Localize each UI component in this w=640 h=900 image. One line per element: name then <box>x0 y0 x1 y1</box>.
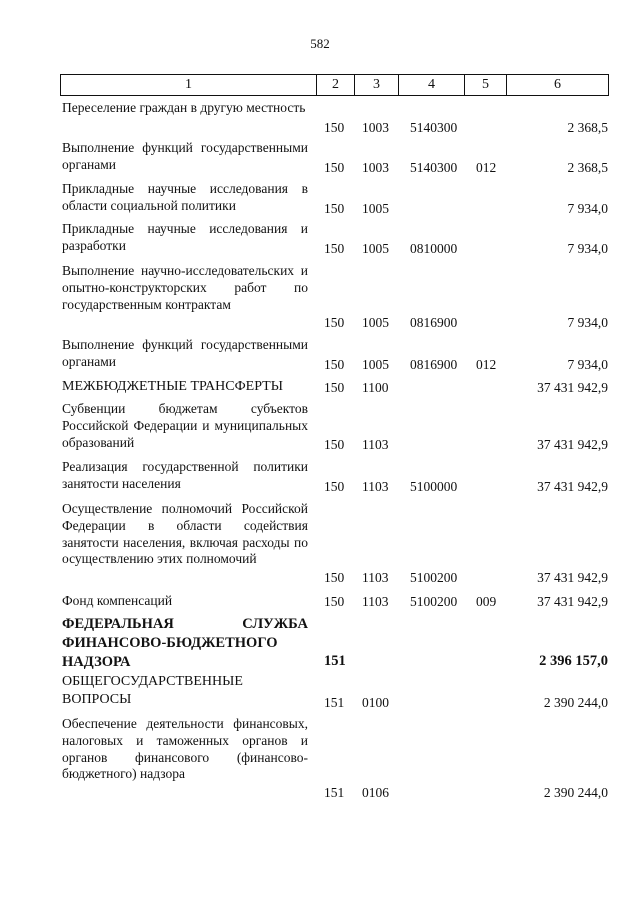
row-csr: 5100000 <box>410 479 458 494</box>
row-rzpr: 1100 <box>362 380 389 395</box>
table-row <box>0 459 640 495</box>
row-csr: 0816900 <box>410 357 458 372</box>
row-vr: 009 <box>476 594 497 609</box>
row-ved: 150 <box>324 380 345 395</box>
table-header <box>60 74 609 96</box>
row-amount: 2 368,5 <box>567 160 608 175</box>
table-row <box>0 615 640 669</box>
row-ved: 150 <box>324 120 345 135</box>
row-vr: 012 <box>476 357 497 372</box>
table-row <box>0 501 640 586</box>
row-ved: 151 <box>324 695 345 710</box>
table-row <box>0 716 640 801</box>
row-csr: 5100200 <box>410 570 458 585</box>
row-csr: 5140300 <box>410 120 458 135</box>
row-name: Осуществление полномочий Российской Федерации в области содействия занятости населения, включая расходы по осуществлению этих полномочий <box>62 501 308 567</box>
header-col-4: 4 <box>399 75 465 96</box>
table-row <box>0 401 640 453</box>
row-vr: 012 <box>476 160 497 175</box>
row-csr: 5100200 <box>410 594 458 609</box>
row-amount: 2 396 157,0 <box>539 653 608 669</box>
row-name: Переселение граждан в другую местность <box>62 100 306 115</box>
row-name: Фонд компенсаций <box>62 593 173 608</box>
page-number: 582 <box>310 36 330 51</box>
row-name: Выполнение научно-исследовательских и опытно-конструкторских работ по государственным контрактам <box>62 263 308 312</box>
row-amount: 2 368,5 <box>567 120 608 135</box>
header-col-1: 1 <box>61 75 317 96</box>
row-amount: 7 934,0 <box>567 201 608 216</box>
row-rzpr: 1005 <box>362 315 389 330</box>
row-ved: 150 <box>324 160 345 175</box>
row-ved: 150 <box>324 241 345 256</box>
row-name: Обеспечение деятельности финансовых, налоговых и таможенных органов и органов финансового (финансово-бюджетного) надзора <box>62 716 308 782</box>
row-name: ОБЩЕГОСУДАРСТВЕННЫЕ ВОПРОСЫ <box>62 674 243 707</box>
row-ved: 151 <box>324 785 345 800</box>
table-row <box>0 100 640 136</box>
row-rzpr: 1103 <box>362 570 389 585</box>
row-ved: 150 <box>324 479 345 494</box>
row-ved: 150 <box>324 357 345 372</box>
row-name: Выполнение функций государственными органами <box>62 140 308 172</box>
table-row <box>0 378 640 396</box>
table-row <box>0 221 640 257</box>
table-row <box>0 592 640 610</box>
row-rzpr: 1103 <box>362 437 389 452</box>
row-rzpr: 1003 <box>362 160 389 175</box>
row-rzpr: 1103 <box>362 594 389 609</box>
header-col-3: 3 <box>355 75 399 96</box>
table-row <box>0 263 640 331</box>
row-amount: 7 934,0 <box>567 357 608 372</box>
row-amount: 37 431 942,9 <box>537 380 608 395</box>
row-amount: 37 431 942,9 <box>537 479 608 494</box>
row-ved: 150 <box>324 315 345 330</box>
row-amount: 37 431 942,9 <box>537 437 608 452</box>
row-csr: 0816900 <box>410 315 458 330</box>
row-name: ФЕДЕРАЛЬНАЯ СЛУЖБА ФИНАНСОВО-БЮДЖЕТНОГО НАДЗОРА <box>62 616 308 670</box>
row-ved: 150 <box>324 570 345 585</box>
row-rzpr: 0106 <box>362 785 389 800</box>
row-amount: 37 431 942,9 <box>537 570 608 585</box>
row-amount: 7 934,0 <box>567 315 608 330</box>
row-name: МЕЖБЮДЖЕТНЫЕ ТРАНСФЕРТЫ <box>62 379 283 394</box>
row-name: Выполнение функций государственными органами <box>62 337 308 369</box>
row-rzpr: 1005 <box>362 241 389 256</box>
row-ved: 151 <box>324 653 346 669</box>
row-rzpr: 1005 <box>362 357 389 372</box>
row-name: Реализация государственной политики занятости населения <box>62 459 308 491</box>
row-csr: 5140300 <box>410 160 458 175</box>
row-csr: 0810000 <box>410 241 458 256</box>
row-name: Прикладные научные исследования в области социальной политики <box>62 181 308 213</box>
row-ved: 150 <box>324 437 345 452</box>
row-rzpr: 0100 <box>362 695 389 710</box>
row-rzpr: 1003 <box>362 120 389 135</box>
table-row <box>0 140 640 176</box>
table-row <box>0 673 640 711</box>
header-col-6: 6 <box>507 75 609 96</box>
row-name: Прикладные научные исследования и разработки <box>62 221 308 253</box>
row-ved: 150 <box>324 594 345 609</box>
header-col-2: 2 <box>317 75 355 96</box>
row-amount: 37 431 942,9 <box>537 594 608 609</box>
row-amount: 2 390 244,0 <box>543 785 608 800</box>
row-amount: 7 934,0 <box>567 241 608 256</box>
row-name: Субвенции бюджетам субъектов Российской Федерации и муниципальных образований <box>62 401 308 450</box>
row-rzpr: 1005 <box>362 201 389 216</box>
table-row <box>0 181 640 217</box>
header-col-5: 5 <box>465 75 507 96</box>
table-row <box>0 337 640 373</box>
row-amount: 2 390 244,0 <box>543 695 608 710</box>
row-ved: 150 <box>324 201 345 216</box>
row-rzpr: 1103 <box>362 479 389 494</box>
